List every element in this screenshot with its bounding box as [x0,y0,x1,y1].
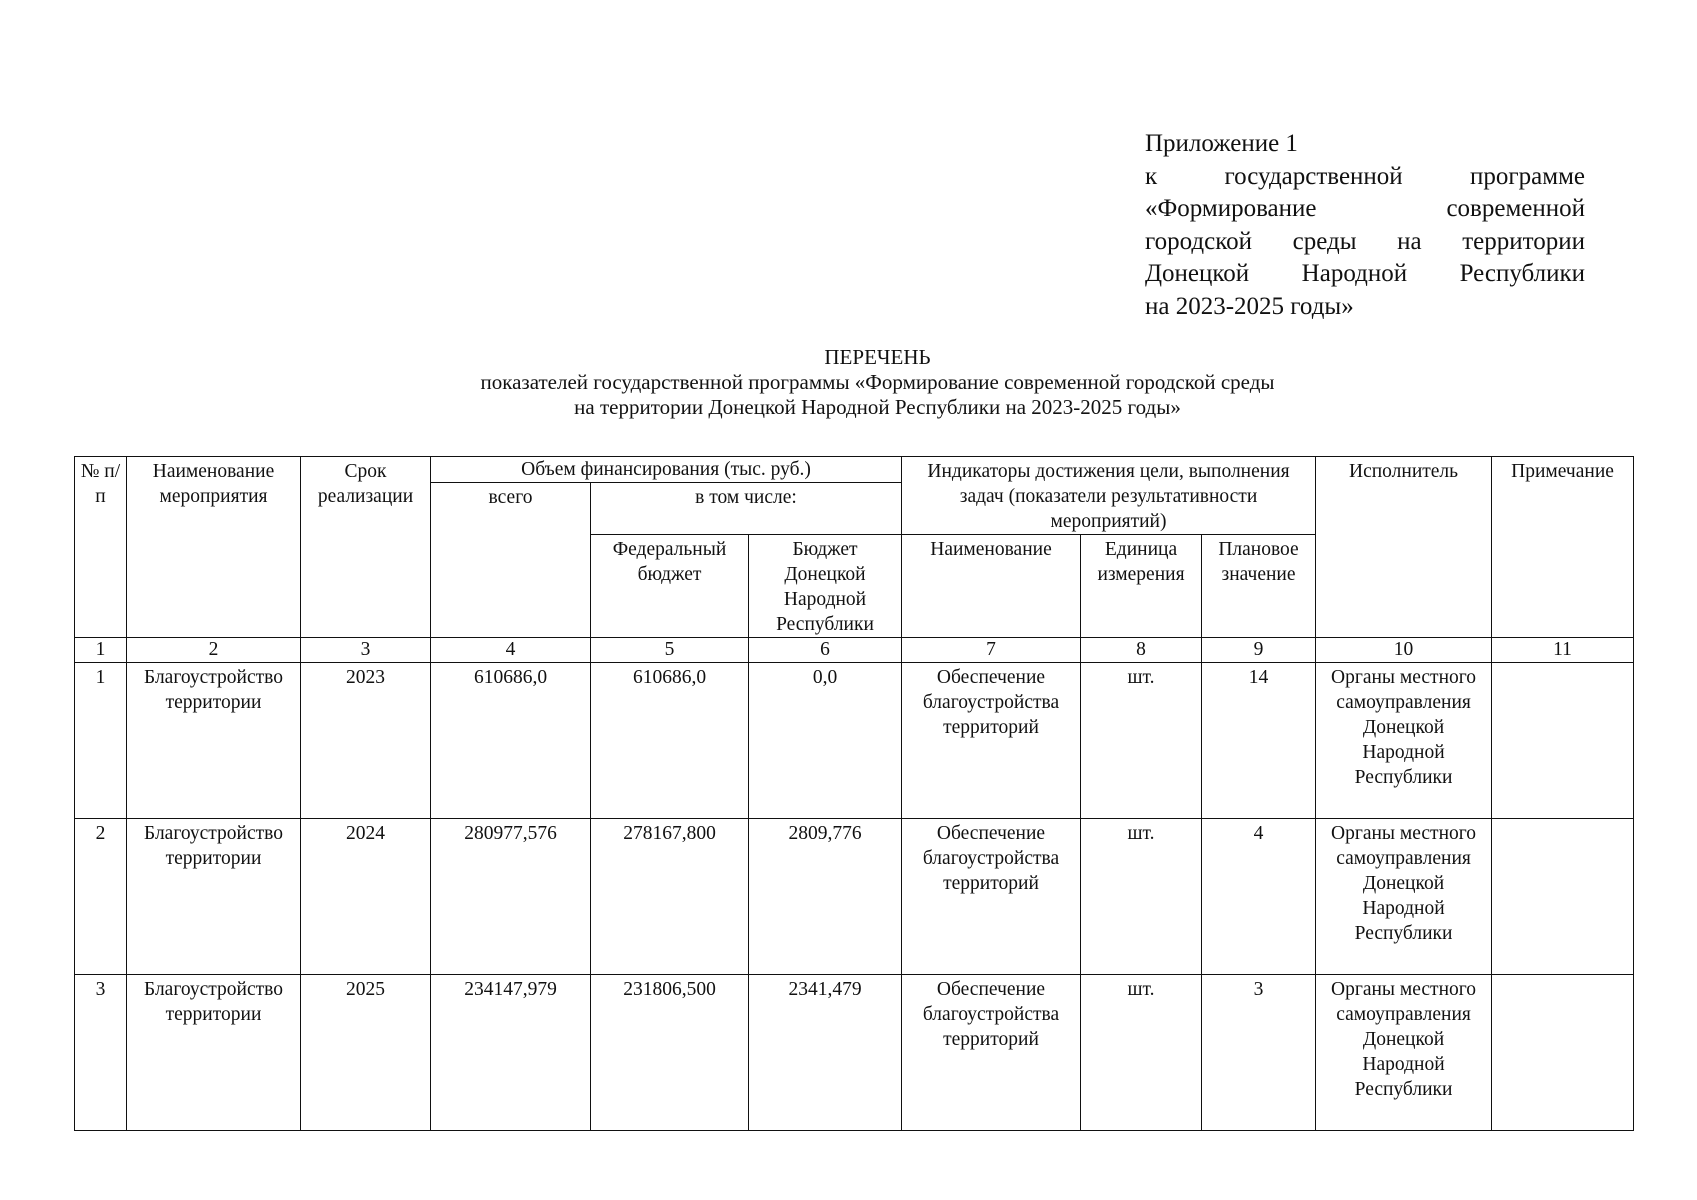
cell-number: 1 [75,663,127,819]
cell-planned: 4 [1202,819,1316,975]
column-number: 9 [1202,638,1316,663]
column-number: 1 [75,638,127,663]
column-number: 4 [431,638,591,663]
appendix-line: на 2023-2025 годы» [1145,292,1354,320]
cell-term: 2025 [301,975,431,1131]
column-number: 2 [127,638,301,663]
header-planned: Плановое значение [1202,535,1316,638]
cell-executor: Органы местного самоуправления Донецкой Народной Республики [1316,663,1492,819]
document-title [0,345,1697,420]
header-funding: Объем финансирования (тыс. руб.) [431,457,902,483]
cell-note [1492,663,1634,819]
cell-term: 2024 [301,819,431,975]
column-number: 7 [902,638,1081,663]
table-row [75,819,1634,975]
cell-federal: 231806,500 [591,975,749,1131]
title-line-2: на территории Донецкой Народной Республики на 2023-2025 годы» [574,395,1181,419]
cell-indicator: Обеспечение благоустройства территорий [902,819,1081,975]
appendix-line: «Формирование современной [1145,195,1585,222]
cell-unit: шт. [1081,819,1202,975]
header-indicators: Индикаторы достижения цели, выполнения задач (показатели результативности мероприятий) [902,457,1316,535]
header-indicator-name: Наименование [902,535,1081,638]
cell-activity: Благоустройство территории [127,819,301,975]
appendix-block [1145,128,1585,323]
header-number: № п/п [75,457,127,638]
header-dnr-budget: Бюджет Донецкой Народной Республики [749,535,902,638]
cell-unit: шт. [1081,663,1202,819]
column-number-row [75,638,1634,663]
title-heading: ПЕРЕЧЕНЬ [824,345,931,369]
header-federal: Федеральный бюджет [591,535,749,638]
cell-dnr-budget: 2809,776 [749,819,902,975]
appendix-line: к государственной программе [1145,162,1585,190]
cell-executor: Органы местного самоуправления Донецкой Народной Республики [1316,819,1492,975]
cell-dnr-budget: 2341,479 [749,975,902,1131]
header-activity: Наименование мероприятия [127,457,301,638]
cell-activity: Благоустройство территории [127,975,301,1131]
column-number: 3 [301,638,431,663]
indicators-table [74,456,1634,1131]
cell-planned: 3 [1202,975,1316,1131]
table-row [75,975,1634,1131]
appendix-line: Донецкой Народной Республики [1145,260,1585,287]
cell-total: 280977,576 [431,819,591,975]
cell-activity: Благоустройство территории [127,663,301,819]
cell-executor: Органы местного самоуправления Донецкой Народной Республики [1316,975,1492,1131]
column-number: 10 [1316,638,1492,663]
cell-indicator: Обеспечение благоустройства территорий [902,663,1081,819]
cell-indicator: Обеспечение благоустройства территорий [902,975,1081,1131]
cell-note [1492,819,1634,975]
cell-dnr-budget: 0,0 [749,663,902,819]
cell-planned: 14 [1202,663,1316,819]
title-line-1: показателей государственной программы «Формирование современной городской среды [480,370,1275,394]
column-number: 8 [1081,638,1202,663]
header-term: Срок реализации [301,457,431,638]
cell-note [1492,975,1634,1131]
header-unit: Единица измерения [1081,535,1202,638]
header-executor: Исполнитель [1316,457,1492,638]
column-number: 5 [591,638,749,663]
cell-number: 2 [75,819,127,975]
header-total: всего [431,483,591,638]
cell-unit: шт. [1081,975,1202,1131]
cell-total: 234147,979 [431,975,591,1131]
cell-number: 3 [75,975,127,1131]
appendix-line: городской среды на территории [1145,227,1585,255]
cell-federal: 278167,800 [591,819,749,975]
column-number: 11 [1492,638,1634,663]
table-row [75,663,1634,819]
appendix-line: Приложение 1 [1145,130,1298,157]
cell-federal: 610686,0 [591,663,749,819]
header-including: в том числе: [591,483,902,535]
column-number: 6 [749,638,902,663]
header-note: Примечание [1492,457,1634,638]
cell-total: 610686,0 [431,663,591,819]
cell-term: 2023 [301,663,431,819]
